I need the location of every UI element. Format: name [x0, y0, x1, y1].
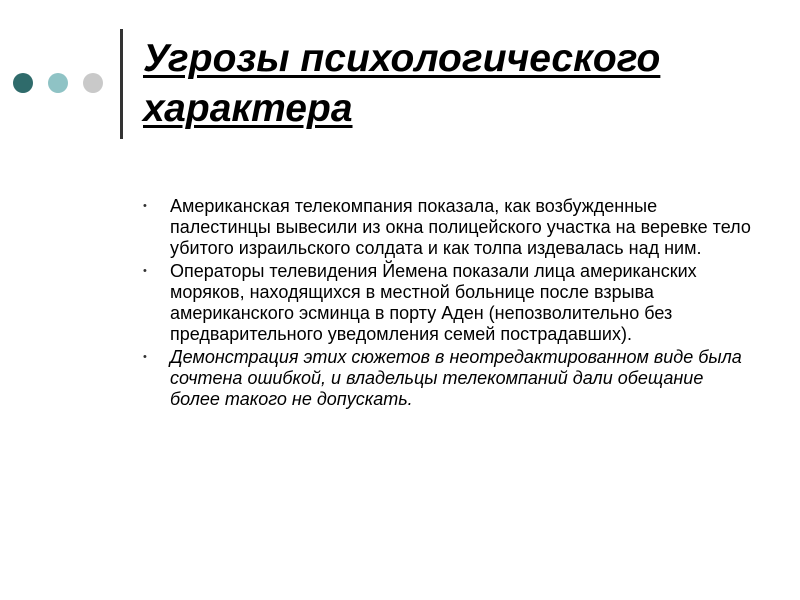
bullet-item-telecast [143, 196, 753, 259]
gray-dot-icon [83, 73, 103, 93]
bullet-icon: • [143, 351, 147, 363]
title-divider [120, 29, 123, 139]
dark-teal-dot-icon [13, 73, 33, 93]
bullet-text: Американская телекомпания показала, как возбужденные палестинцы вывесили из окна полицейского участка на веревке тело убитого израильского солдата и как толпа издевалась над ним. [170, 196, 751, 258]
light-teal-dot-icon [48, 73, 68, 93]
bullet-text: Операторы телевидения Йемена показали лица американских моряков, находящихся в местной больнице после взрыва американского эсминца в порту Аден (непозволительно без предварительного уведомления семей пострадавших). [170, 261, 697, 344]
bullet-list [143, 196, 753, 412]
bullet-item-yemen [143, 261, 753, 345]
bullet-icon: • [143, 200, 147, 212]
decorative-dots [13, 73, 105, 93]
bullet-item-conclusion [143, 347, 753, 410]
bullet-text: Демонстрация этих сюжетов в неотредактированном виде была сочтена ошибкой, и владельцы телекомпаний дали обещание более такого не допускать. [170, 347, 742, 409]
slide-title: Угрозы психологического характера [143, 37, 661, 130]
bullet-icon: • [143, 265, 147, 277]
